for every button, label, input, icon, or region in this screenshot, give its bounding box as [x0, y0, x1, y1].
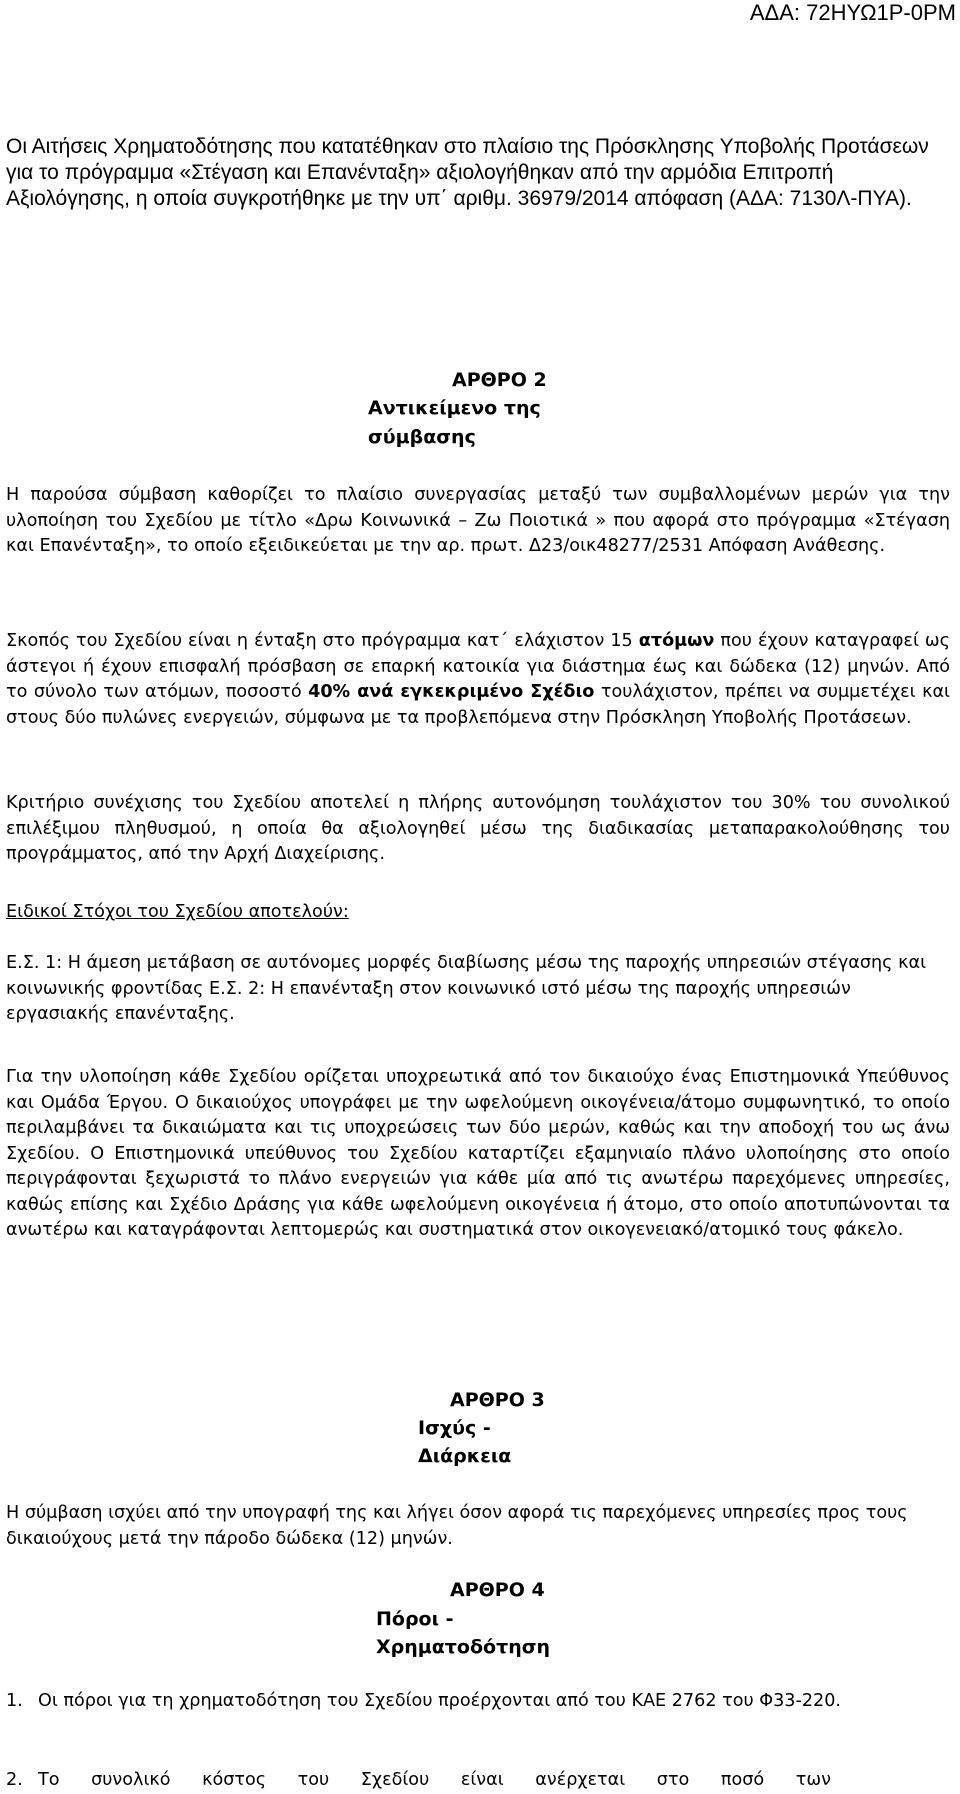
article-4-title-line1: Πόροι -	[376, 1608, 454, 1630]
article-3-title-line2: Διάρκεια	[418, 1445, 512, 1467]
list-item-1: 1. Οι πόροι για τη χρηματοδότηση του Σχεδίου προέρχονται από του ΚΑΕ 2762 του Φ33-220.	[6, 1691, 841, 1711]
article-2-title-line1: Αντικείμενο της	[368, 397, 541, 419]
article-3-title-line1: Ισχύς -	[418, 1417, 491, 1439]
article-2-paragraph-1: Η παρούσα σύμβαση καθορίζει το πλαίσιο συνεργασίας μεταξύ των συμβαλλομένων μερών για την υλοποίηση του Σχεδίου με τίτλο «Δρω Κοινωνικά – Ζω Ποιοτικά » που αφορά στο πρόγραμμα «Στέγαση και Επανένταξη», το οποίο εξειδικεύεται με την αρ. πρωτ. Δ23/οικ48277/2531 Απόφαση Ανάθεσης.	[6, 485, 950, 556]
article-2-paragraph-3: Κριτήριο συνέχισης του Σχεδίου αποτελεί η πλήρης αυτονόμηση τουλάχιστον του 30% του συνολικού επιλέξιμου πληθυσμού, η οποία θα αξιολογηθεί μέσω της διαδικασίας μεταπαρακολούθησης του προγράμματος, από την Αρχή Διαχείρισης.	[6, 793, 950, 864]
article-3-number: ΑΡΘΡΟ 3	[450, 1389, 545, 1411]
article-3-paragraph-1: Η σύμβαση ισχύει από την υπογραφή της και λήγει όσον αφορά τις παρεχόμενες υπηρεσίες προς τους δικαιούχους μετά την πάροδο δώδεκα (12) μηνών.	[6, 1503, 908, 1549]
article-2-paragraph-4: Για την υλοποίηση κάθε Σχεδίου ορίζεται υποχρεωτικά από τον δικαιούχο ένας Επιστημονικά Υπεύθυνος και Ομάδα Έργου. Ο δικαιούχος υπογράφει με την ωφελούμενη οικογένεια/άτομο συμφωνητικό, το οποίο περιλαμβάνει τα δικαιώματα και τις υποχρεώσεις των δύο μερών, καθώς και την αποδοχή του ως άνω Σχεδίου. Ο Επιστημονικά υπεύθυνος του Σχεδίου καταρτίζει εξαμηνιαίο πλάνο υλοποίησης στο οποίο περιγράφονται ξεχωριστά το πλάνο ενεργειών για κάθε μία από τις ανωτέρω παρεχόμενες υπηρεσίες, καθώς επίσης και Σχέδιο Δράσης για κάθε ωφελούμενη οικογένεια ή άτομο, στο οποίο αποτυπώνονται τα ανωτέρω και καταγράφονται λεπτομερώς και συστηματικά στον οικογενειακό/ατομικό τους φάκελο.	[6, 1067, 950, 1240]
intro-paragraph: Οι Αιτήσεις Χρηματοδότησης που κατατέθηκαν στο πλαίσιο της Πρόσκλησης Υποβολής Προτάσεων για το πρόγραμμα «Στέγαση και Επανένταξη» αξιολογήθηκαν από την αρμόδια Επιτροπή Αξιολόγησης, η οποία συγκροτήθηκε με την υπ΄ αριθμ. 36979/2014 απόφαση (ΑΔΑ: 7130Λ-ΠΥΑ).	[6, 135, 929, 210]
ada-code: ΑΔΑ: 72ΗΥΩ1Ρ-0ΡΜ	[749, 0, 956, 25]
article-4-title-line2: Χρηματοδότηση	[376, 1636, 551, 1658]
bold-persons: ατόμων	[638, 631, 715, 651]
article-2-paragraph-2: Σκοπός του Σχεδίου είναι η ένταξη στο πρόγραμμα κατ΄ ελάχιστον 15 ατόμων που έχουν καταγραφεί ως άστεγοι ή έχουν επισφαλή πρόσβαση σε επαρκή κατοικία για διάστημα έως και δώδεκα (12) μηνών. Από το σύνολο των ατόμων, ποσοστό 40% ανά εγκεκριμένο Σχέδιο τουλάχιστον, πρέπει να συμμετέχει και στους δύο πυλώνες ενεργειών, σύμφωνα με τα προβλεπόμενα στην Πρόσκληση Υποβολής Προτάσεων.	[6, 631, 951, 728]
article-2-number: ΑΡΘΡΟ 2	[452, 369, 547, 391]
bold-percentage: 40% ανά εγκεκριμένο Σχέδιο	[308, 682, 595, 702]
list-item-2: 2. Το συνολικό κόστος του Σχεδίου είναι ανέρχεται στο ποσό των	[6, 1770, 831, 1790]
goals-heading: Ειδικοί Στόχοι του Σχεδίου αποτελούν:	[6, 902, 349, 922]
article-4-number: ΑΡΘΡΟ 4	[450, 1579, 545, 1601]
article-2-title-line2: σύμβασης	[368, 426, 476, 448]
goals-text: Ε.Σ. 1: Η άμεση μετάβαση σε αυτόνομες μορφές διαβίωσης μέσω της παροχής υπηρεσιών στέγασης και κοινωνικής φροντίδας Ε.Σ. 2: Η επανένταξη στον κοινωνικό ιστό μέσω της παροχής υπηρεσιών εργασιακής επανένταξης.	[6, 953, 927, 1024]
